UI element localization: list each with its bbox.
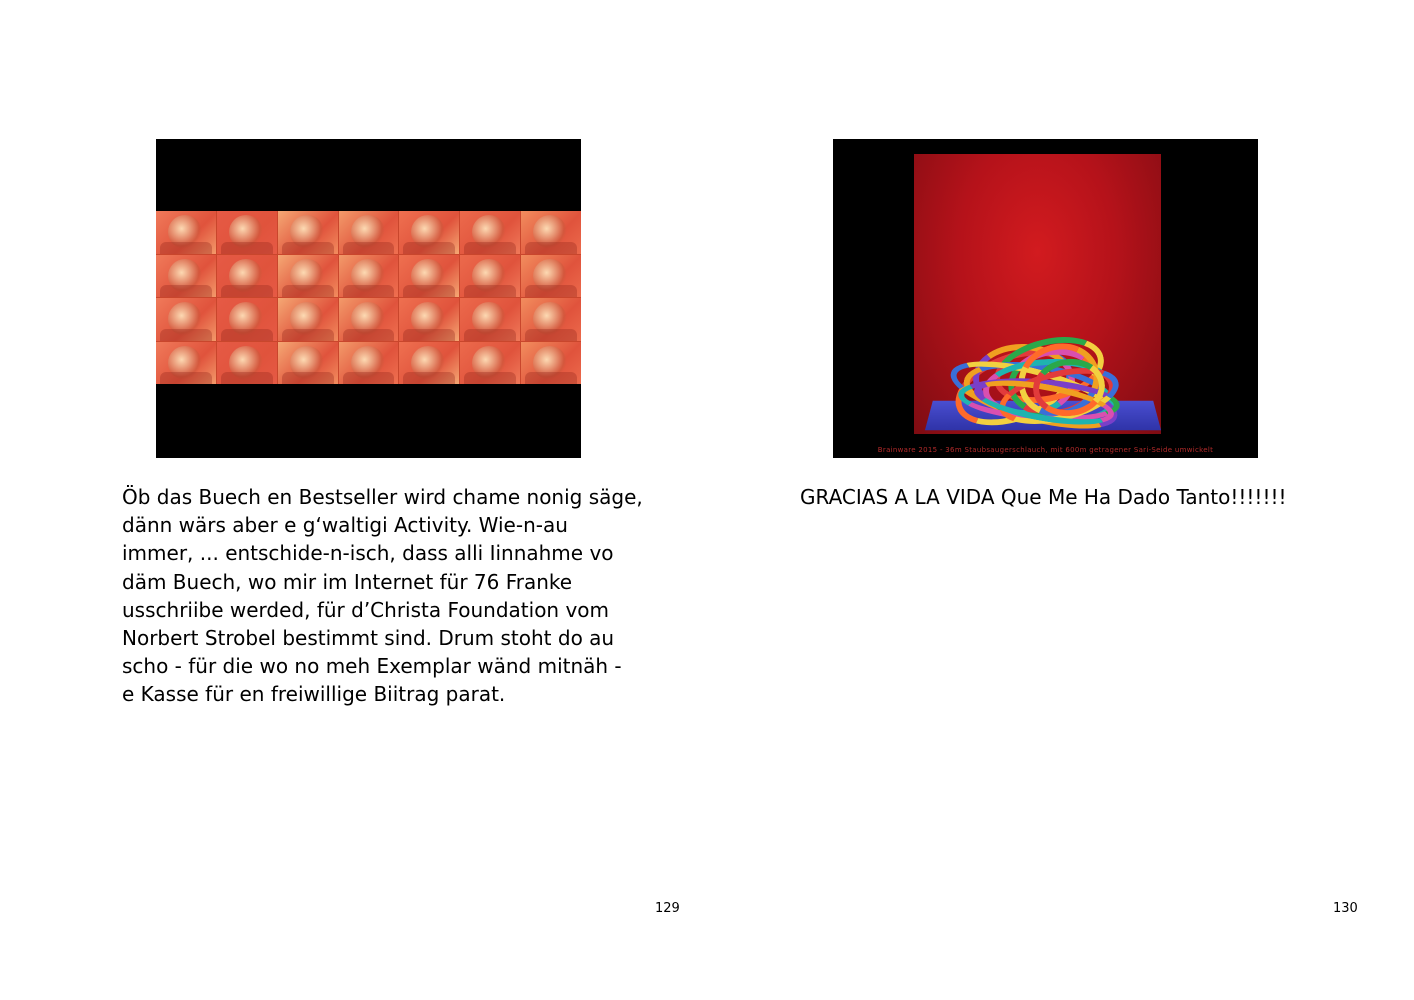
paragraph-line: Öb das Buech en Bestseller wird chame nonig säge, xyxy=(122,485,643,509)
contact-sheet-frame xyxy=(156,255,216,298)
contact-sheet-frame xyxy=(521,211,581,254)
paragraph-line: däm Buech, wo mir im Internet für 76 Franke xyxy=(122,569,573,594)
contact-sheet-frame xyxy=(278,211,338,254)
contact-sheet-frame xyxy=(339,298,399,341)
contact-sheet-frame xyxy=(156,342,216,385)
body-paragraph xyxy=(122,483,642,709)
page-number-right: 130 xyxy=(1333,901,1358,916)
contact-sheet-frame xyxy=(278,255,338,298)
image-caption: Brainware 2015 - 36m Staubsaugerschlauch, mit 600m getragener Sari-Seide umwickelt xyxy=(877,446,1214,454)
contact-sheet-frame xyxy=(399,342,459,385)
contact-sheet-frame xyxy=(399,298,459,341)
paragraph-line: e Kasse für en freiwillige Biitrag parat. xyxy=(122,682,506,707)
contact-sheet-frame xyxy=(339,342,399,385)
contact-sheet-frame xyxy=(156,211,216,254)
tangled-hose-sculpture xyxy=(833,139,1258,458)
contact-sheet-frame xyxy=(399,255,459,298)
contact-sheet-frame xyxy=(217,342,277,385)
paragraph-line: scho - für die wo no meh Exemplar wänd mitnäh - xyxy=(122,654,622,679)
page-heading: GRACIAS A LA VIDA Que Me Ha Dado Tanto!!!!!!! xyxy=(800,485,1287,509)
right-page xyxy=(707,0,1414,1000)
artwork-photo xyxy=(833,139,1258,458)
contact-sheet-frame xyxy=(278,298,338,341)
contact-sheet-frame xyxy=(399,211,459,254)
contact-sheet-frame xyxy=(339,211,399,254)
contact-sheet-frame xyxy=(521,255,581,298)
contact-sheet-frame xyxy=(278,342,338,385)
contact-sheet-frame xyxy=(217,211,277,254)
contact-sheet-photo xyxy=(156,139,581,458)
contact-sheet-frame xyxy=(521,298,581,341)
contact-sheet-grid xyxy=(156,211,581,384)
contact-sheet-frame xyxy=(460,342,520,385)
paragraph-line: usschriibe werded, für d’Christa Foundation vom xyxy=(122,597,610,622)
paragraph-line: immer, ... entschide-n-isch, dass alli Iinnahme vo xyxy=(122,541,614,566)
contact-sheet-frame xyxy=(521,342,581,385)
contact-sheet-frame xyxy=(156,298,216,341)
contact-sheet-frame xyxy=(460,211,520,254)
contact-sheet-frame xyxy=(217,255,277,298)
paragraph-line: dänn wärs aber e g‘waltigi Activity. Wie-n-au xyxy=(122,513,568,538)
contact-sheet-frame xyxy=(460,298,520,341)
contact-sheet-frame xyxy=(339,255,399,298)
contact-sheet-frame xyxy=(460,255,520,298)
contact-sheet-frame xyxy=(217,298,277,341)
paragraph-line: Norbert Strobel bestimmt sind. Drum stoht do au xyxy=(122,626,615,651)
page-number-left: 129 xyxy=(655,901,680,916)
